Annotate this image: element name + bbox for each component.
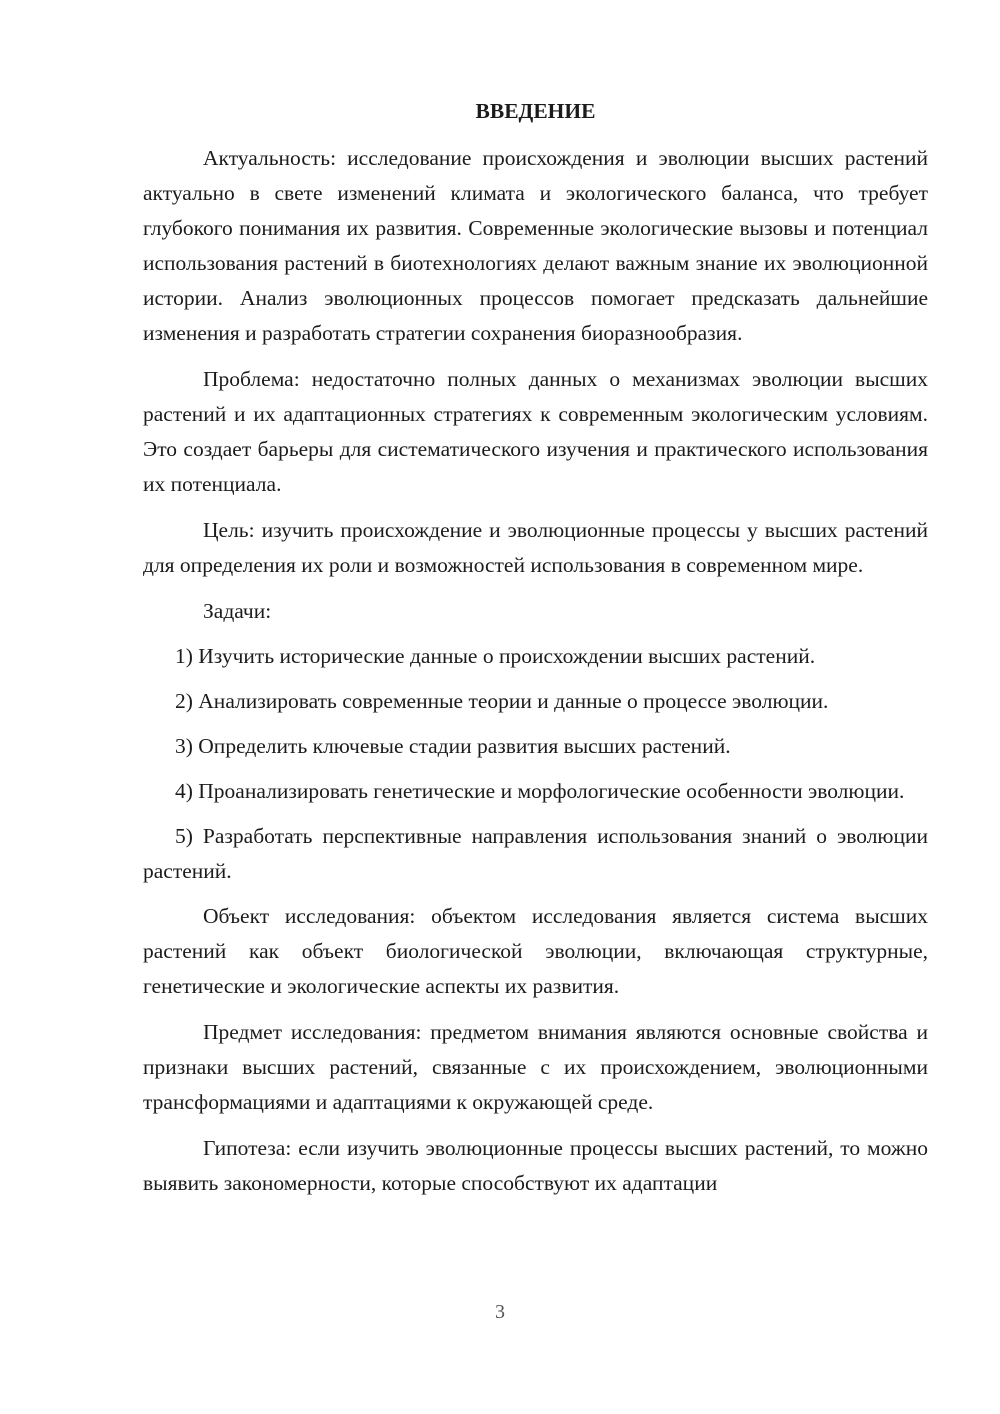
task-item: 1) Изучить исторические данные о происхождении высших растений. (175, 644, 816, 668)
object-paragraph: Объект исследования: объектом исследования является система высших растений как объект биологической эволюции, включающая структурные, генетические и экологические аспекты их развития. (143, 904, 928, 998)
section-heading: ВВЕДЕНИЕ (475, 99, 596, 123)
task-item: 2) Анализировать современные теории и данные о процессе эволюции. (175, 689, 829, 713)
task-item: 5) Разработать перспективные направления использования знаний о эволюции растений. (143, 824, 928, 883)
relevance-paragraph: Актуальность: исследование происхождения и эволюции высших растений актуально в свете изменений климата и экологического баланса, что требует глубокого понимания их развития. Современные экологические вызовы и потенциал использования растений в биотехнологиях делают важным знание их эволюционной истории. Анализ эволюционных процессов помогает предсказать дальнейшие изменения и разработать стратегии сохранения биоразнообразия. (143, 146, 928, 345)
page-content (143, 94, 928, 1212)
goal-paragraph: Цель: изучить происхождение и эволюционные процессы у высших растений для определения их роли и возможностей использования в современном мире. (143, 518, 928, 577)
problem-paragraph: Проблема: недостаточно полных данных о механизмах эволюции высших растений и их адаптационных стратегиях к современным экологическим условиям. Это создает барьеры для систематического изучения и практического использования их потенциала. (143, 367, 928, 496)
task-item: 4) Проанализировать генетические и морфологические особенности эволюции. (175, 779, 905, 803)
hypothesis-paragraph: Гипотеза: если изучить эволюционные процессы высших растений, то можно выявить закономерности, которые способствуют их адаптации (143, 1136, 928, 1195)
task-item: 3) Определить ключевые стадии развития высших растений. (175, 734, 731, 758)
subject-paragraph: Предмет исследования: предметом внимания являются основные свойства и признаки высших растений, связанные с их происхождением, эволюционными трансформациями и адаптациями к окружающей среде. (143, 1020, 928, 1114)
page-number: 3 (495, 1301, 505, 1323)
tasks-label: Задачи: (203, 599, 272, 623)
